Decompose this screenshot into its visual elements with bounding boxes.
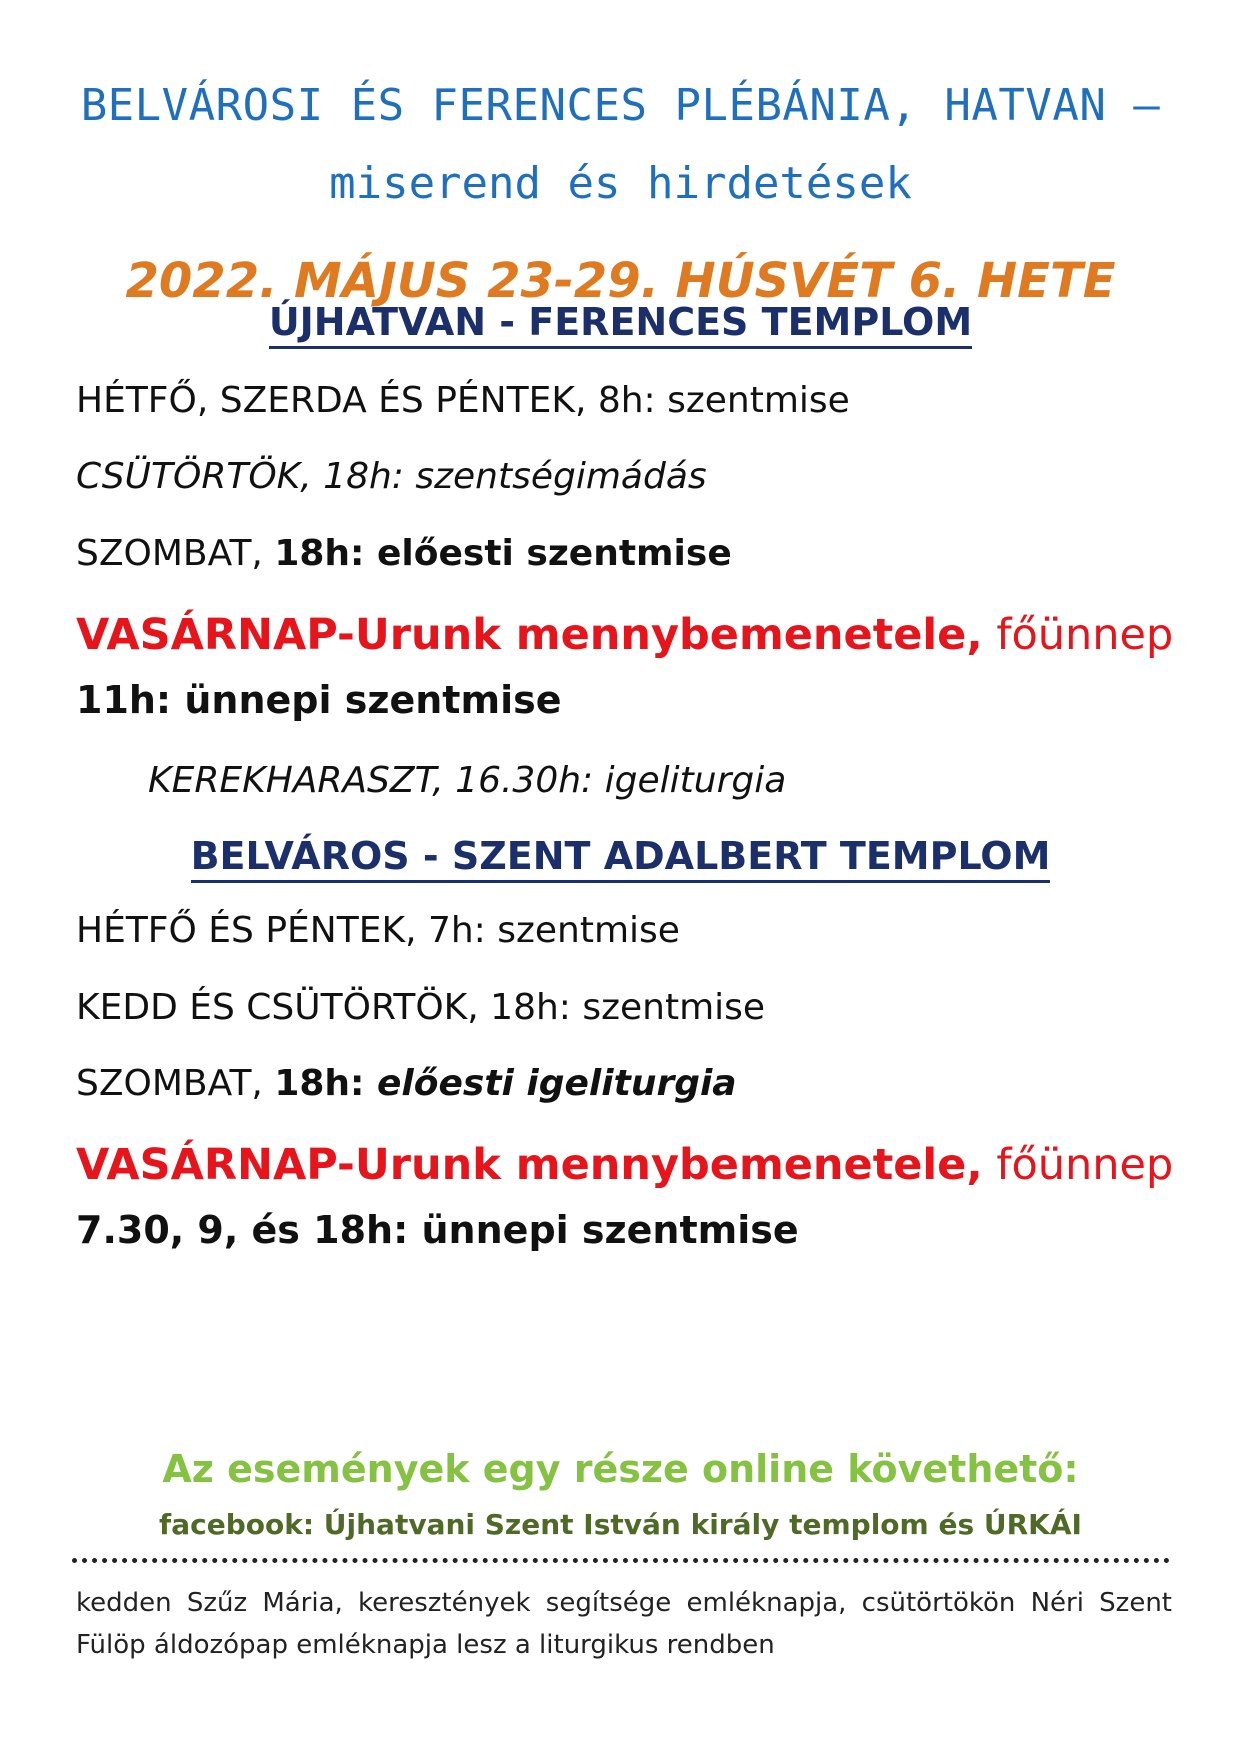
facebook-pages: facebook: Újhatvani Szent István király templom és ÚRKÁI [159,1508,1082,1541]
belvaros-section-title-text: BELVÁROS - SZENT ADALBERT TEMPLOM [191,834,1051,883]
belvaros-saturday-value: előesti igeliturgia [376,1063,737,1104]
belvaros-saturday [76,1063,737,1104]
belvaros-sunday-title: VASÁRNAP-Urunk mennybemenetele, [76,1140,983,1190]
ujhatvan-sunday-title: VASÁRNAP-Urunk mennybemenetele, [76,610,983,660]
belvaros-tue-thu: KEDD ÉS CSÜTÖRTÖK, 18h: szentmise [76,987,766,1028]
ujhatvan-sunday-mass: 11h: ünnepi szentmise [76,678,562,722]
liturgical-note: kedden Szűz Mária, keresztények segítsége emléknapja, csütörtökön Néri Szent Fülöp áldozópap emléknapja lesz a liturgikus rendben [76,1588,1172,1660]
ujhatvan-section-title-text: ÚJHATVAN - FERENCES TEMPLOM [269,300,972,349]
week-date-heading: 2022. MÁJUS 23-29. HÚSVÉT 6. HETE [125,253,1116,309]
ujhatvan-sunday-suffix: főünnep [982,610,1174,660]
page-subtitle: miserend és hirdetések [329,158,912,209]
belvaros-saturday-label: SZOMBAT, [76,1063,275,1104]
belvaros-sunday-mass: 7.30, 9, és 18h: ünnepi szentmise [76,1208,799,1252]
belvaros-mon-fri: HÉTFŐ ÉS PÉNTEK, 7h: szentmise [76,910,680,951]
ujhatvan-weekdays: HÉTFŐ, SZERDA ÉS PÉNTEK, 8h: szentmise [76,380,850,421]
belvaros-section-title [0,834,1241,878]
kerekharaszt-liturgy: KEREKHARASZT, 16.30h: igeliturgia [148,760,787,801]
ujhatvan-sunday-feast [76,610,1173,660]
ujhatvan-section-title [0,300,1241,344]
ujhatvan-thursday: CSÜTÖRTÖK, 18h: szentségimádás [76,456,707,497]
ujhatvan-saturday [76,533,732,574]
dotted-divider [72,1558,1170,1563]
ujhatvan-saturday-value: 18h: előesti szentmise [274,533,732,574]
online-notice: Az események egy része online követhető: [162,1447,1079,1491]
belvaros-sunday-suffix: főünnep [982,1140,1174,1190]
belvaros-sunday-feast [76,1140,1173,1190]
parish-title: BELVÁROSI ÉS FERENCES PLÉBÁNIA, HATVAN – [80,80,1161,131]
ujhatvan-saturday-label: SZOMBAT, [76,533,275,574]
belvaros-saturday-time: 18h: [274,1063,377,1104]
